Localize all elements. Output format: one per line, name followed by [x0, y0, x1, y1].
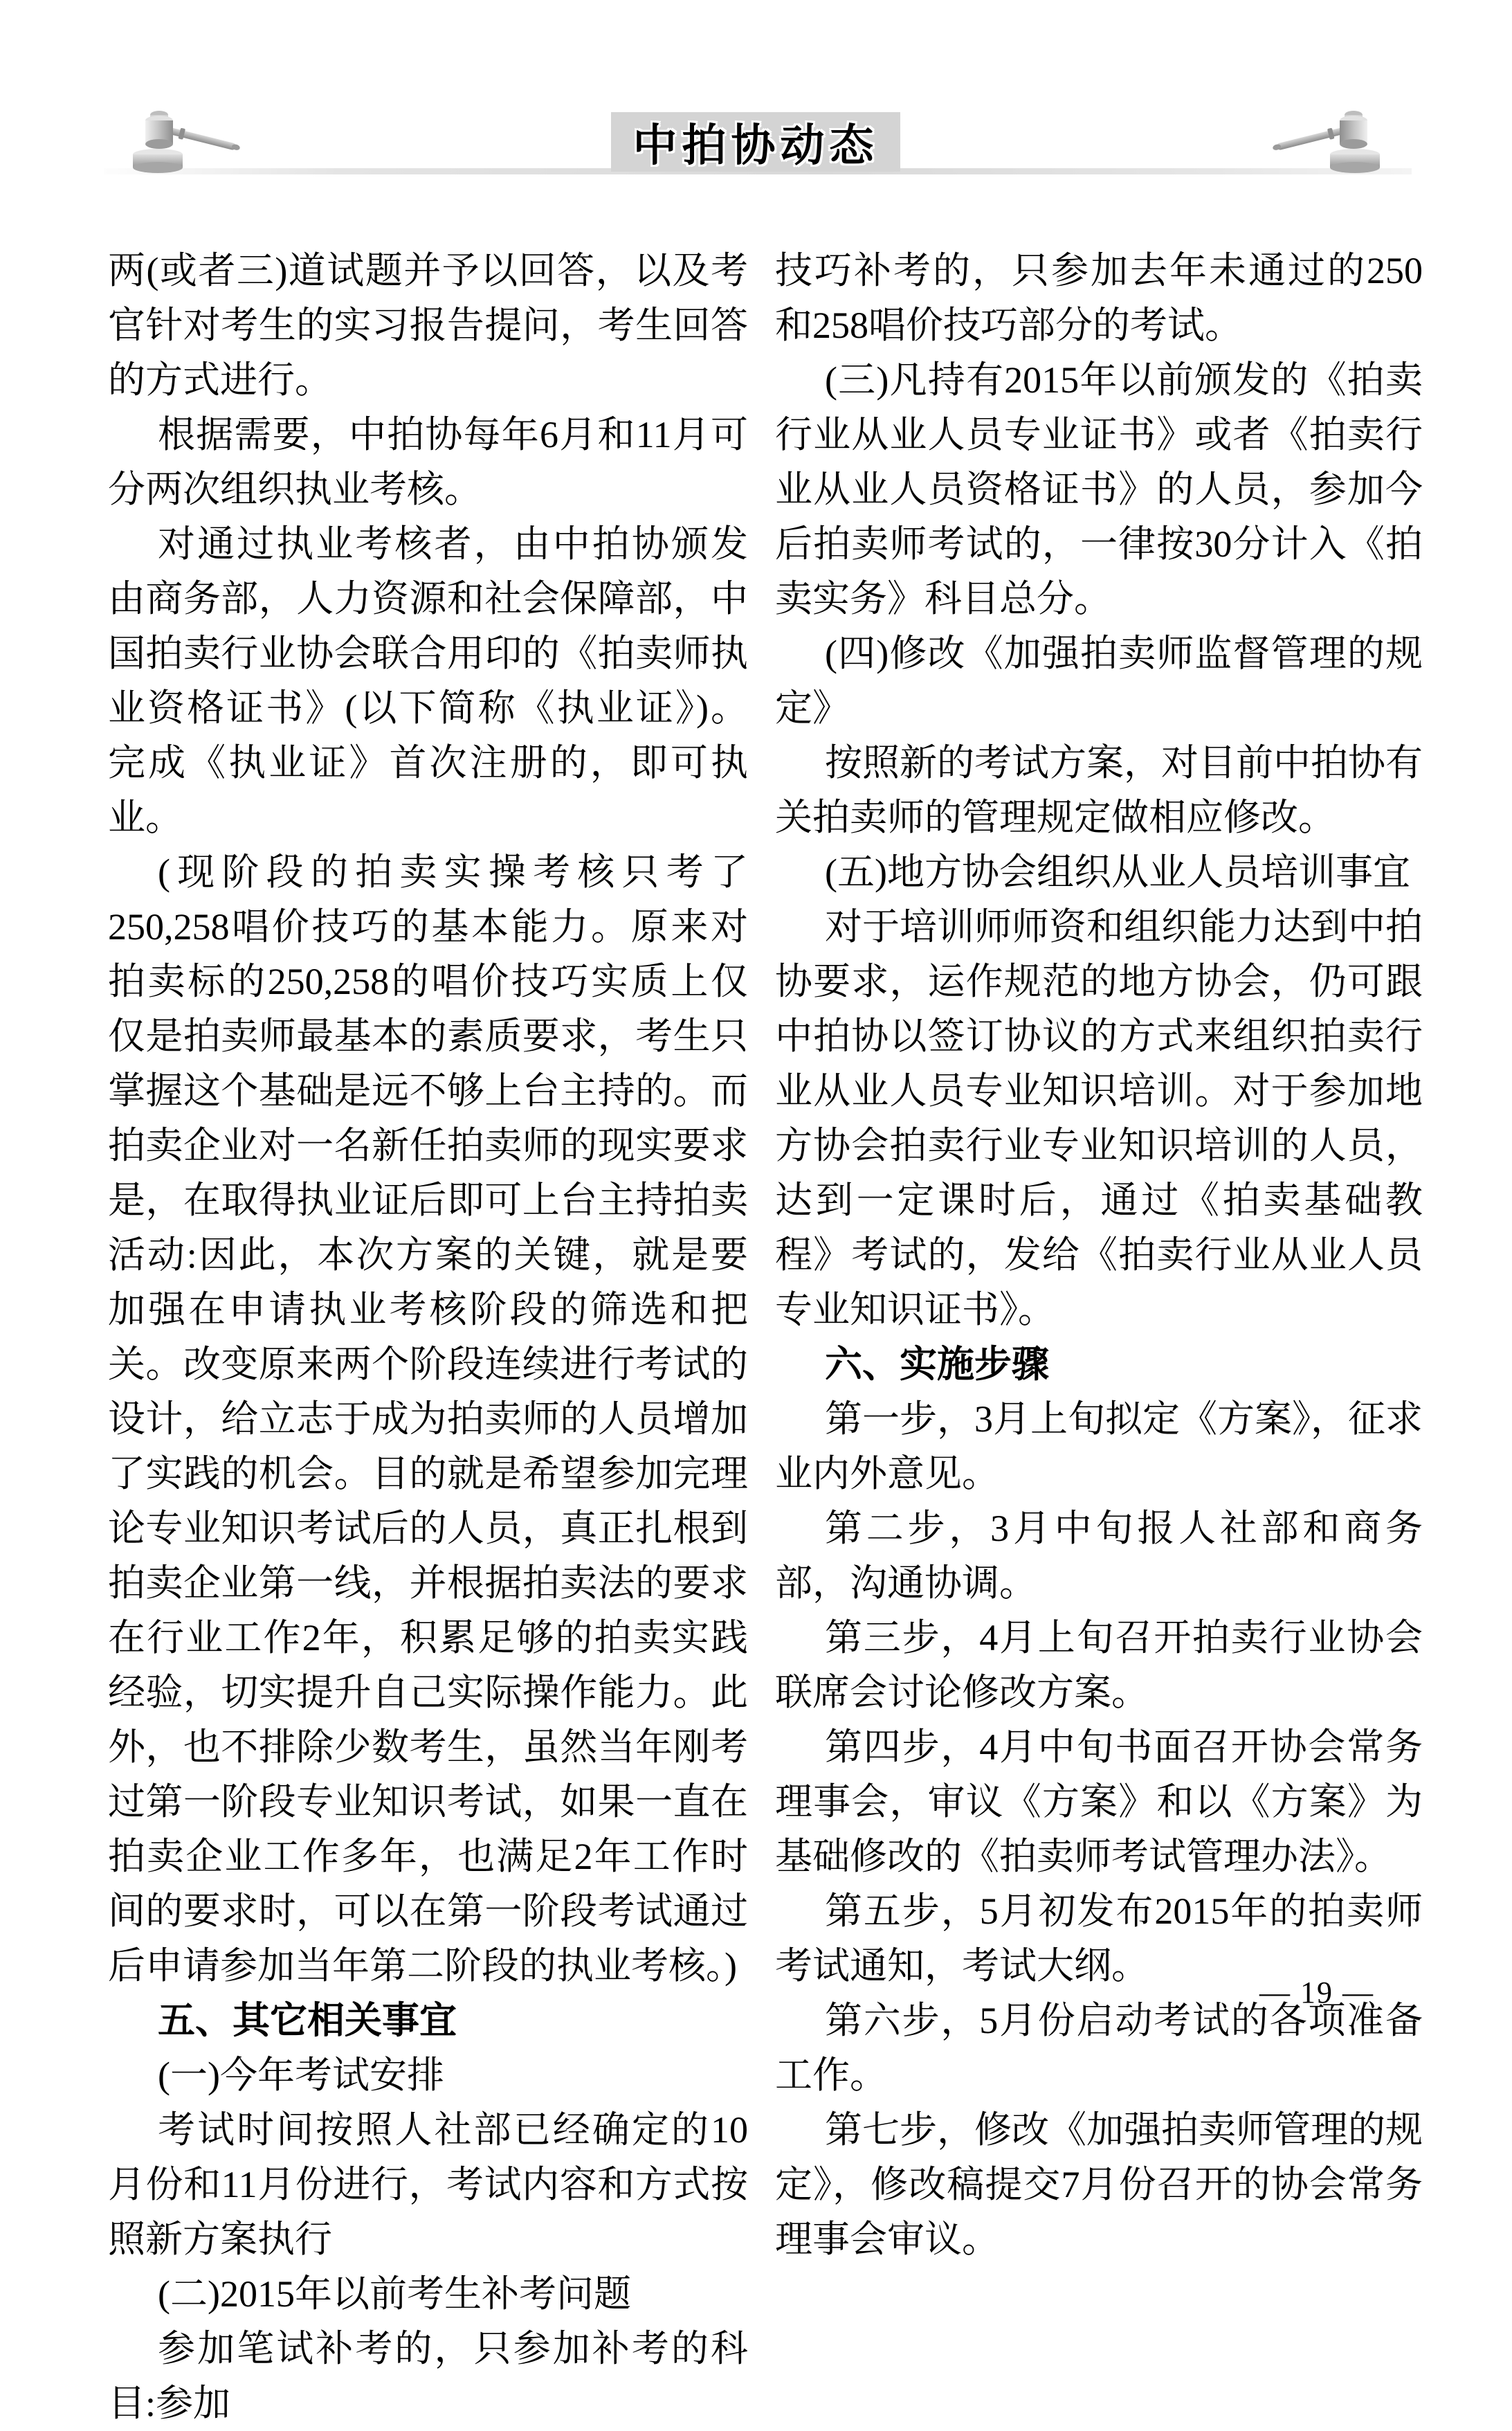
paragraph: 第七步，修改《加强拍卖师管理的规定》，修改稿提交7月份召开的协会常务理事会审议。 [775, 2109, 1423, 2260]
paragraph: 第二步，3月中旬报人社部和商务部，沟通协调。 [775, 1508, 1423, 1604]
paragraph: (一)今年考试安排 [158, 2054, 444, 2096]
paragraph: 第三步，4月上旬召开拍卖行业协会联席会讨论修改方案。 [775, 1617, 1423, 1713]
paragraph: 对于培训师师资和组织能力达到中拍协要求，运作规范的地方协会，仍可跟中拍协以签订协议的方式来组织拍卖行业从业人员专业知识培训。对于参加地方协会拍卖行业专业知识培训的人员，达到一定课时后，通过《拍卖基础教程》考试的，发给《拍卖行业从业人员专业知识证书》。 [775, 906, 1423, 1330]
paragraph: (三)凡持有2015年以前颁发的《拍卖行业从业人员专业证书》或者《拍卖行业从业人员资格证书》的人员，参加今后拍卖师考试的，一律按30分计入《拍卖实务》科目总分。 [775, 359, 1423, 620]
paragraph: 技巧补考的，只参加去年未通过的250和258唱价技巧部分的考试。 [775, 250, 1423, 346]
page-title: 中拍协动态 [632, 120, 879, 170]
section-heading-5: 五、其它相关事宜 [158, 2000, 457, 2041]
gavel-icon [119, 109, 255, 176]
paragraph: 第四步，4月中旬书面召开协会常务理事会，审议《方案》和以《方案》为基础修改的《拍卖师考试管理办法》。 [775, 1726, 1423, 1877]
paragraph: 按照新的考试方案，对目前中拍协有关拍卖师的管理规定做相应修改。 [775, 742, 1423, 838]
paragraph: 第一步，3月上旬拟定《方案》，征求业内外意见。 [775, 1398, 1423, 1494]
paragraph: 第六步，5月份启动考试的各项准备工作。 [775, 2000, 1423, 2096]
paragraph: (现阶段的拍卖实操考核只考了250,258唱价技巧的基本能力。原来对拍卖标的250,258的唱价技巧实质上仅仅是拍卖师最基本的素质要求，考生只掌握这个基础是远不够上台主持的。而拍卖企业对一名新任拍卖师的现实要求是，在取得执业证后即可上台主持拍卖活动:因此，本次方案的关键，就是要加强在申请执业考核阶段的筛选和把关。改变原来两个阶段连续进行考试的设计，给立志于成为拍卖师的人员增加了实践的机会。目的就是希望参加完理论专业知识考试后的人员，真正扎根到拍卖企业第一线，并根据拍卖法的要求在行业工作2年，积累足够的拍卖实践经验，切实提升自己实际操作能力。此外，也不排除少数考生，虽然当年刚考过第一阶段专业知识考试，如果一直在拍卖企业工作多年，也满足2年工作时间的要求时，可以在第一阶段考试通过后申请参加当年第二阶段的执业考核。) [108, 851, 748, 1987]
paragraph: 第五步，5月初发布2015年的拍卖师考试通知，考试大纲。 [775, 1890, 1423, 1987]
paragraph: 考试时间按照人社部已经确定的10月份和11月份进行，考试内容和方式按照新方案执行 [108, 2109, 748, 2260]
paragraph: 两(或者三)道试题并予以回答，以及考官针对考生的实习报告提问，考生回答的方式进行。 [108, 250, 748, 401]
paragraph: (二)2015年以前考生补考问题 [158, 2273, 631, 2315]
gavel-icon [1258, 109, 1394, 176]
paragraph: 根据需要，中拍协每年6月和11月可分两次组织执业考核。 [108, 414, 748, 510]
paragraph: (五)地方协会组织从业人员培训事宜 [825, 851, 1410, 893]
text-column-left [108, 244, 748, 2431]
paragraph: (四)修改《加强拍卖师监督管理的规定》 [775, 633, 1423, 729]
paragraph: 参加笔试补考的，只参加补考的科目:参加 [108, 2328, 748, 2424]
page-number: — 19 — [1259, 1976, 1374, 2009]
section-heading-6: 六、实施步骤 [825, 1344, 1049, 1385]
text-column-right [775, 244, 1423, 2267]
paragraph: 对通过执业考核者，由中拍协颁发由商务部，人力资源和社会保障部，中国拍卖行业协会联合用印的《拍卖师执业资格证书》(以下简称《执业证》)。完成《执业证》首次注册的，即可执业。 [108, 523, 748, 838]
section-title-box [611, 112, 900, 172]
